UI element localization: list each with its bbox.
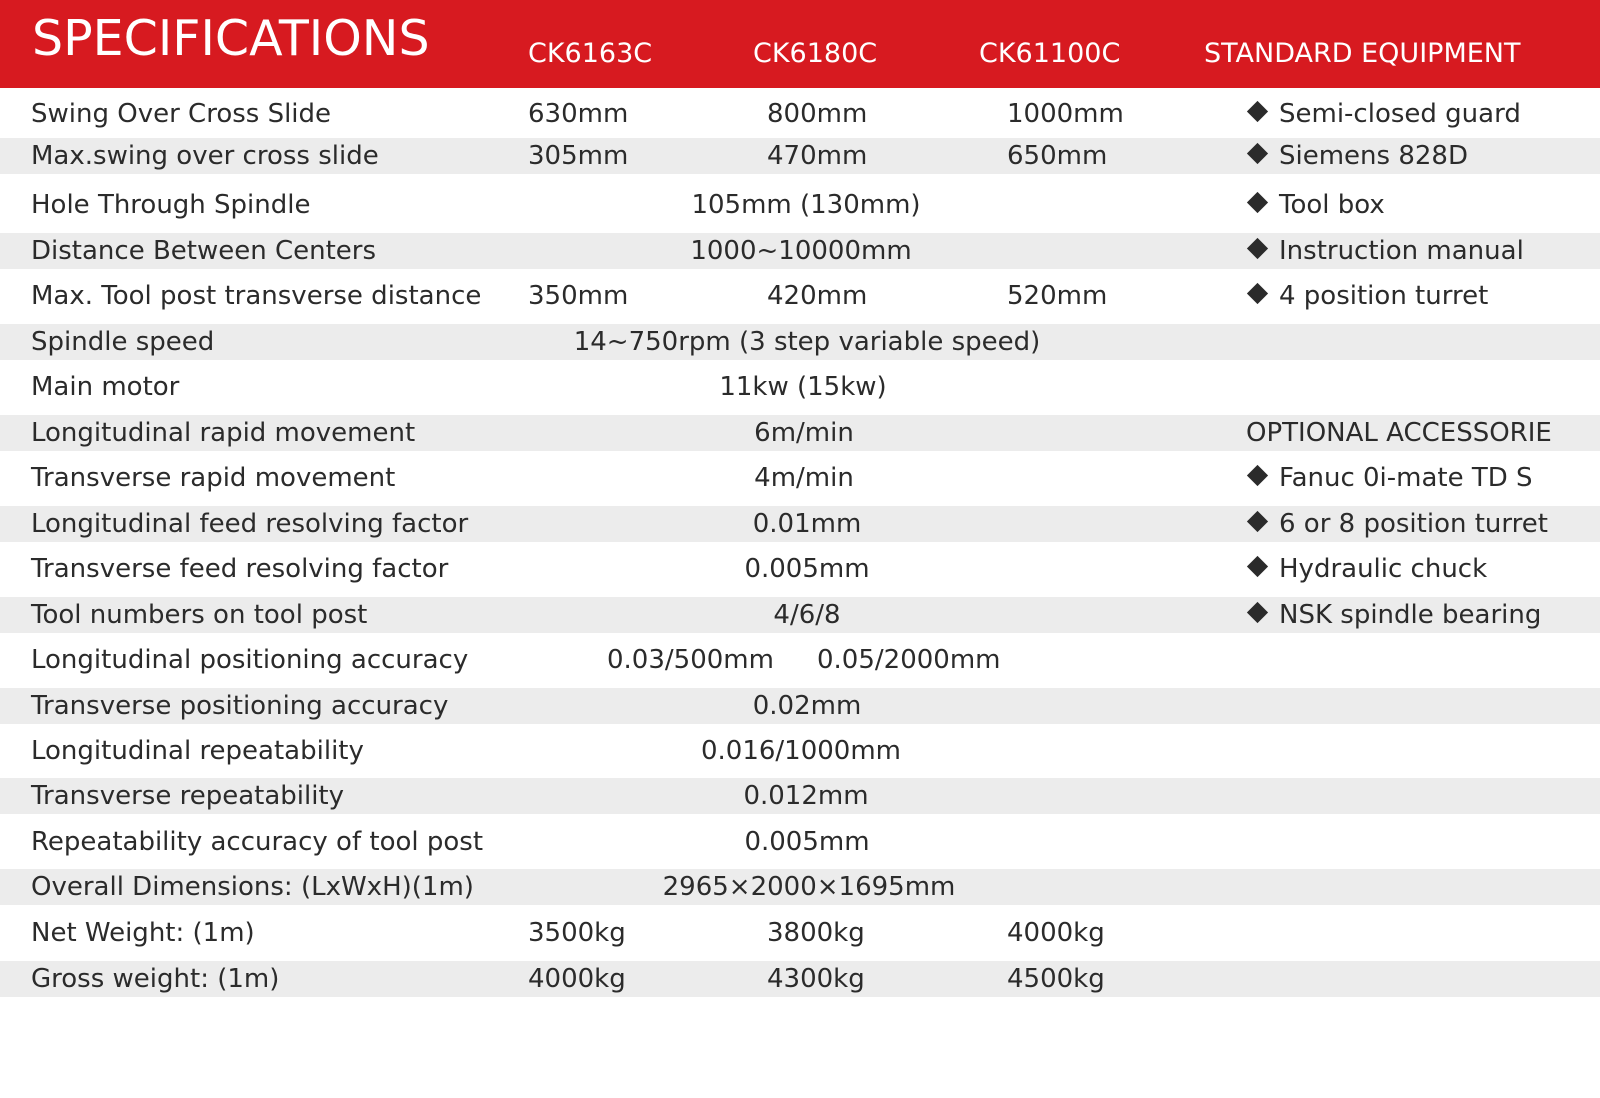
table-row bbox=[0, 233, 1600, 269]
value-ck61100c: 4000kg bbox=[1007, 918, 1105, 948]
table-row bbox=[0, 415, 1600, 451]
value-ck6163c: 4000kg bbox=[528, 964, 626, 994]
row-label: Hole Through Spindle bbox=[31, 190, 311, 220]
model-header-ck61100c: CK61100C bbox=[979, 38, 1121, 69]
value-ck6180c: 470mm bbox=[767, 141, 868, 171]
common-value: 0.02mm bbox=[752, 691, 862, 721]
standard-equipment-header: STANDARD EQUIPMENT bbox=[1204, 38, 1521, 69]
accessory-item bbox=[1246, 460, 1533, 496]
common-value: 0.005mm bbox=[744, 827, 870, 857]
diamond-bullet-icon bbox=[1247, 238, 1268, 259]
accessory-item-label: 6 or 8 position turret bbox=[1279, 509, 1548, 539]
value-ck6180c: 800mm bbox=[767, 99, 868, 129]
diamond-bullet-icon bbox=[1247, 556, 1268, 577]
table-row bbox=[0, 278, 1600, 314]
row-label: Net Weight: (1m) bbox=[31, 918, 255, 948]
row-label: Longitudinal repeatability bbox=[31, 736, 364, 766]
row-label: Transverse feed resolving factor bbox=[31, 554, 449, 584]
diamond-bullet-icon bbox=[1247, 192, 1268, 213]
accessory-item-label: Hydraulic chuck bbox=[1279, 554, 1488, 584]
table-row bbox=[0, 96, 1600, 132]
value-ck6163c: 630mm bbox=[528, 99, 629, 129]
accuracy-value-b: 0.05/2000mm bbox=[817, 645, 1001, 675]
optional-accessories-heading: OPTIONAL ACCESSORIE bbox=[1246, 418, 1552, 448]
table-row bbox=[0, 597, 1600, 633]
table-row bbox=[0, 869, 1600, 905]
equipment-item bbox=[1246, 187, 1385, 223]
row-label: Longitudinal rapid movement bbox=[31, 418, 416, 448]
diamond-bullet-icon bbox=[1247, 511, 1268, 532]
value-ck61100c: 650mm bbox=[1007, 141, 1108, 171]
common-value: 14~750rpm (3 step variable speed) bbox=[573, 327, 1041, 357]
value-ck6163c: 305mm bbox=[528, 141, 629, 171]
row-label: Max. Tool post transverse distance bbox=[31, 281, 482, 311]
row-label: Gross weight: (1m) bbox=[31, 964, 280, 994]
equipment-item-label: Semi-closed guard bbox=[1279, 99, 1521, 129]
table-row bbox=[0, 369, 1600, 405]
accessory-item-label: Fanuc 0i-mate TD S bbox=[1279, 463, 1533, 493]
row-label: Max.swing over cross slide bbox=[31, 141, 379, 171]
row-label: Transverse positioning accuracy bbox=[31, 691, 449, 721]
accessory-item bbox=[1246, 597, 1541, 633]
diamond-bullet-icon bbox=[1247, 465, 1268, 486]
value-ck6163c: 350mm bbox=[528, 281, 629, 311]
diamond-bullet-icon bbox=[1247, 283, 1268, 304]
table-row bbox=[0, 642, 1600, 678]
table-row bbox=[0, 915, 1600, 951]
common-value: 0.016/1000mm bbox=[700, 736, 902, 766]
equipment-item bbox=[1246, 96, 1521, 132]
row-label: Main motor bbox=[31, 372, 180, 402]
common-value: 4m/min bbox=[754, 463, 854, 493]
value-ck6180c: 4300kg bbox=[767, 964, 865, 994]
model-header-ck6163c: CK6163C bbox=[528, 38, 653, 69]
table-row bbox=[0, 733, 1600, 769]
row-label: Spindle speed bbox=[31, 327, 215, 357]
row-label: Transverse rapid movement bbox=[31, 463, 396, 493]
value-ck61100c: 4500kg bbox=[1007, 964, 1105, 994]
equipment-item-label: Instruction manual bbox=[1279, 236, 1524, 266]
value-ck6163c: 3500kg bbox=[528, 918, 626, 948]
row-label: Transverse repeatability bbox=[31, 781, 345, 811]
equipment-item bbox=[1246, 138, 1468, 174]
row-label: Longitudinal positioning accuracy bbox=[31, 645, 469, 675]
common-value: 4/6/8 bbox=[773, 600, 841, 630]
table-row bbox=[0, 961, 1600, 997]
common-value: 2965×2000×1695mm bbox=[662, 872, 956, 902]
accessory-item bbox=[1246, 506, 1548, 542]
diamond-bullet-icon bbox=[1247, 143, 1268, 164]
table-row bbox=[0, 551, 1600, 587]
common-value: 0.005mm bbox=[744, 554, 870, 584]
row-label: Repeatability accuracy of tool post bbox=[31, 827, 484, 857]
common-value: 6m/min bbox=[754, 418, 854, 448]
equipment-item-label: Tool box bbox=[1279, 190, 1385, 220]
table-row bbox=[0, 778, 1600, 814]
common-value: 1000~10000mm bbox=[690, 236, 912, 266]
equipment-item bbox=[1246, 278, 1488, 314]
value-ck6180c: 3800kg bbox=[767, 918, 865, 948]
diamond-bullet-icon bbox=[1247, 602, 1268, 623]
accuracy-value-a: 0.03/500mm bbox=[607, 645, 774, 675]
value-ck61100c: 1000mm bbox=[1007, 99, 1124, 129]
accessory-item-label: NSK spindle bearing bbox=[1279, 600, 1542, 630]
value-ck61100c: 520mm bbox=[1007, 281, 1108, 311]
table-row bbox=[0, 460, 1600, 496]
diamond-bullet-icon bbox=[1247, 101, 1268, 122]
table-row bbox=[0, 138, 1600, 174]
row-label: Overall Dimensions: (LxWxH)(1m) bbox=[31, 872, 474, 902]
model-header-ck6180c: CK6180C bbox=[753, 38, 878, 69]
value-ck6180c: 420mm bbox=[767, 281, 868, 311]
accessory-item bbox=[1246, 551, 1487, 587]
row-label: Tool numbers on tool post bbox=[31, 600, 368, 630]
page-title: SPECIFICATIONS bbox=[32, 10, 430, 67]
row-label: Swing Over Cross Slide bbox=[31, 99, 332, 129]
common-value: 105mm (130mm) bbox=[691, 190, 921, 220]
table-row bbox=[0, 688, 1600, 724]
equipment-item-label: Siemens 828D bbox=[1279, 141, 1468, 171]
table-row bbox=[0, 506, 1600, 542]
table-row bbox=[0, 324, 1600, 360]
table-row bbox=[0, 824, 1600, 860]
row-label: Longitudinal feed resolving factor bbox=[31, 509, 469, 539]
table-row bbox=[0, 187, 1600, 223]
common-value: 0.012mm bbox=[743, 781, 869, 811]
header-bar bbox=[0, 0, 1600, 88]
equipment-item-label: 4 position turret bbox=[1279, 281, 1489, 311]
common-value: 11kw (15kw) bbox=[719, 372, 887, 402]
row-label: Distance Between Centers bbox=[31, 236, 377, 266]
common-value: 0.01mm bbox=[752, 509, 862, 539]
equipment-item bbox=[1246, 233, 1524, 269]
